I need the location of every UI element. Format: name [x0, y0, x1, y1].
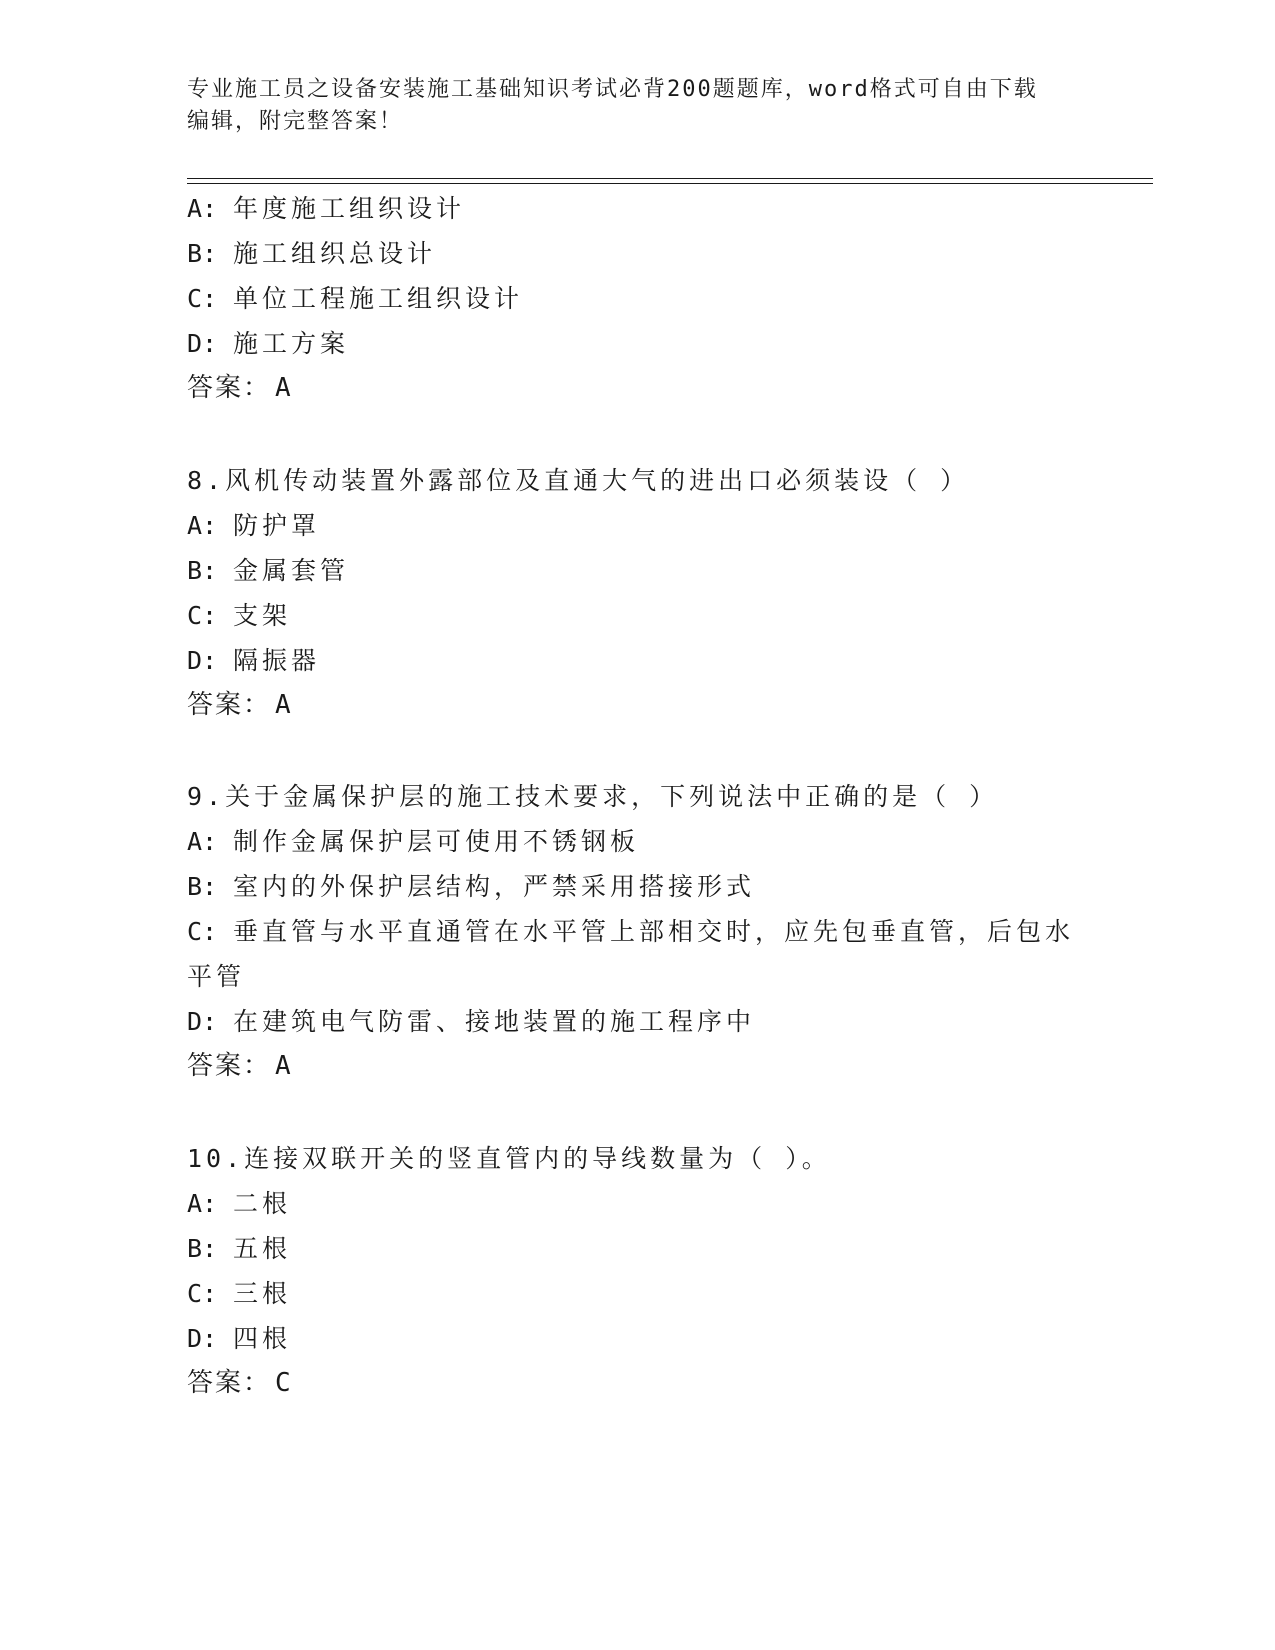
option-text: 防护罩	[233, 511, 321, 540]
header-line-2: 编辑，附完整答案！	[187, 109, 404, 134]
answer-label: 答案：	[187, 1368, 272, 1398]
option-text: 垂直管与水平直通管在水平管上部相交时，应先包垂直管，后包水平管	[187, 917, 1075, 991]
option-letter: C:	[187, 1279, 218, 1308]
option-b	[187, 548, 1077, 593]
question-stem: 8.风机传动装置外露部位及直通大气的进出口必须装设（ ）	[187, 466, 970, 495]
answer-label: 答案：	[187, 1051, 272, 1081]
answer-line	[187, 366, 1077, 411]
option-text: 在建筑电气防雷、接地装置的施工程序中	[233, 1007, 756, 1036]
option-c	[187, 276, 1077, 321]
answer-label: 答案：	[187, 373, 272, 403]
option-d	[187, 999, 1077, 1044]
option-text: 支架	[233, 601, 292, 630]
option-d	[187, 638, 1077, 683]
option-letter: A:	[187, 1189, 218, 1218]
option-text: 四根	[233, 1324, 292, 1353]
option-letter: D:	[187, 1324, 218, 1353]
option-letter: B:	[187, 872, 218, 901]
header-divider-top	[187, 178, 1153, 179]
answer-line	[187, 683, 1077, 728]
option-d	[187, 1316, 1077, 1361]
answer-line	[187, 1044, 1077, 1089]
option-letter: A:	[187, 827, 218, 856]
option-a	[187, 1181, 1077, 1226]
answer-line	[187, 1361, 1077, 1406]
header-divider-bottom	[187, 183, 1153, 184]
option-text: 年度施工组织设计	[233, 194, 466, 223]
option-letter: D:	[187, 646, 218, 675]
header-line-1: 专业施工员之设备安装施工基础知识考试必背200题题库，word格式可自由下载	[187, 77, 1038, 102]
option-d	[187, 321, 1077, 366]
option-letter: C:	[187, 284, 218, 313]
option-c	[187, 909, 1077, 999]
answer-value: A	[275, 690, 292, 720]
option-letter: B:	[187, 239, 218, 268]
option-text: 室内的外保护层结构，严禁采用搭接形式	[233, 872, 756, 901]
option-letter: C:	[187, 601, 218, 630]
answer-value: C	[275, 1368, 292, 1398]
option-letter: B:	[187, 556, 218, 585]
option-b	[187, 1226, 1077, 1271]
question-block-8	[187, 458, 1077, 728]
question-stem: 10.连接双联开关的竖直管内的导线数量为（ ）。	[187, 1144, 831, 1173]
option-letter: D:	[187, 1007, 218, 1036]
option-b	[187, 231, 1077, 276]
option-b	[187, 864, 1077, 909]
document-header	[187, 74, 1067, 138]
option-text: 制作金属保护层可使用不锈钢板	[233, 827, 640, 856]
option-letter: A:	[187, 194, 218, 223]
option-c	[187, 593, 1077, 638]
option-text: 单位工程施工组织设计	[233, 284, 524, 313]
option-text: 施工组织总设计	[233, 239, 437, 268]
option-text: 金属套管	[233, 556, 350, 585]
option-letter: B:	[187, 1234, 218, 1263]
option-text: 二根	[233, 1189, 292, 1218]
option-letter: C:	[187, 917, 218, 946]
option-a	[187, 186, 1077, 231]
option-text: 三根	[233, 1279, 292, 1308]
option-a	[187, 819, 1077, 864]
question-stem: 9.关于金属保护层的施工技术要求，下列说法中正确的是（ ）	[187, 782, 999, 811]
answer-label: 答案：	[187, 690, 272, 720]
question-block-10	[187, 1136, 1077, 1406]
option-text: 隔振器	[233, 646, 321, 675]
option-letter: A:	[187, 511, 218, 540]
option-text: 五根	[233, 1234, 292, 1263]
option-a	[187, 503, 1077, 548]
option-letter: D:	[187, 329, 218, 358]
question-block-9	[187, 774, 1077, 1089]
question-block-7	[187, 186, 1077, 411]
option-text: 施工方案	[233, 329, 350, 358]
option-c	[187, 1271, 1077, 1316]
answer-value: A	[275, 373, 292, 403]
answer-value: A	[275, 1051, 292, 1081]
